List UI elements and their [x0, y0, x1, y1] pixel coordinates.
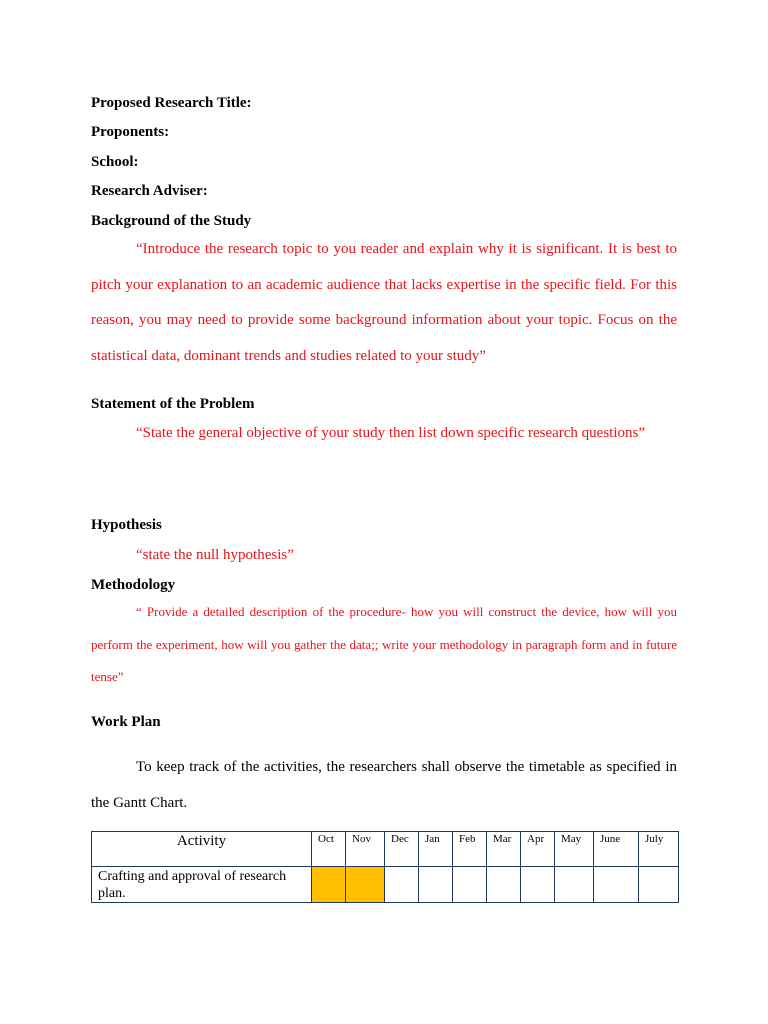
gantt-activity-cell: Crafting and approval of research plan. [92, 867, 312, 903]
field-proponents: Proponents: [91, 124, 170, 140]
gantt-month-header: Dec [385, 832, 419, 867]
gantt-schedule-cell [385, 867, 419, 903]
field-research-adviser: Research Adviser: [91, 183, 208, 199]
gantt-schedule-cell [555, 867, 594, 903]
heading-methodology: Methodology [91, 577, 176, 593]
work-plan-text: To keep track of the activities, the researchers shall observe the timetable as specified in the Gantt Chart. [91, 759, 677, 811]
gantt-schedule-cell [346, 867, 385, 903]
background-text: “Introduce the research topic to you reader and explain why it is significant. It is best to pitch your explanation to an academic audience that lacks expertise in the specific field. For this reason, you may need to provide some background information about your topic. Focus on the statistical data, dominant trends and studies related to your study” [91, 241, 677, 364]
gantt-month-header: Feb [453, 832, 487, 867]
gantt-schedule-cell [487, 867, 521, 903]
heading-problem: Statement of the Problem [91, 396, 255, 412]
gantt-month-header: Nov [346, 832, 385, 867]
problem-text: “State the general objective of your study then list down specific research questions” [136, 425, 646, 441]
heading-hypothesis: Hypothesis [91, 517, 162, 533]
gantt-schedule-cell [453, 867, 487, 903]
gantt-schedule-cell [312, 867, 346, 903]
gantt-month-header: Apr [521, 832, 555, 867]
gantt-schedule-cell [639, 867, 679, 903]
gantt-month-header: May [555, 832, 594, 867]
field-school: School: [91, 154, 139, 170]
field-proposed-research-title: Proposed Research Title: [91, 95, 252, 111]
gantt-month-header: Mar [487, 832, 521, 867]
gantt-month-header: Jan [419, 832, 453, 867]
gantt-activity-header: Activity [92, 832, 312, 867]
gantt-header-row [92, 832, 679, 867]
heading-work-plan: Work Plan [91, 714, 161, 730]
gantt-schedule-cell [594, 867, 639, 903]
gantt-month-header: Oct [312, 832, 346, 867]
heading-background: Background of the Study [91, 213, 252, 229]
hypothesis-text: “state the null hypothesis” [136, 547, 294, 563]
gantt-schedule-cell [419, 867, 453, 903]
gantt-activity-row [92, 867, 679, 903]
methodology-text: “ Provide a detailed description of the procedure- how you will construct the device, how will you perform the experiment, how will you gather the data;; write your methodology in paragraph form and in future tense” [91, 604, 677, 684]
gantt-month-header: July [639, 832, 679, 867]
gantt-table [91, 831, 679, 903]
gantt-month-header: June [594, 832, 639, 867]
gantt-schedule-cell [521, 867, 555, 903]
